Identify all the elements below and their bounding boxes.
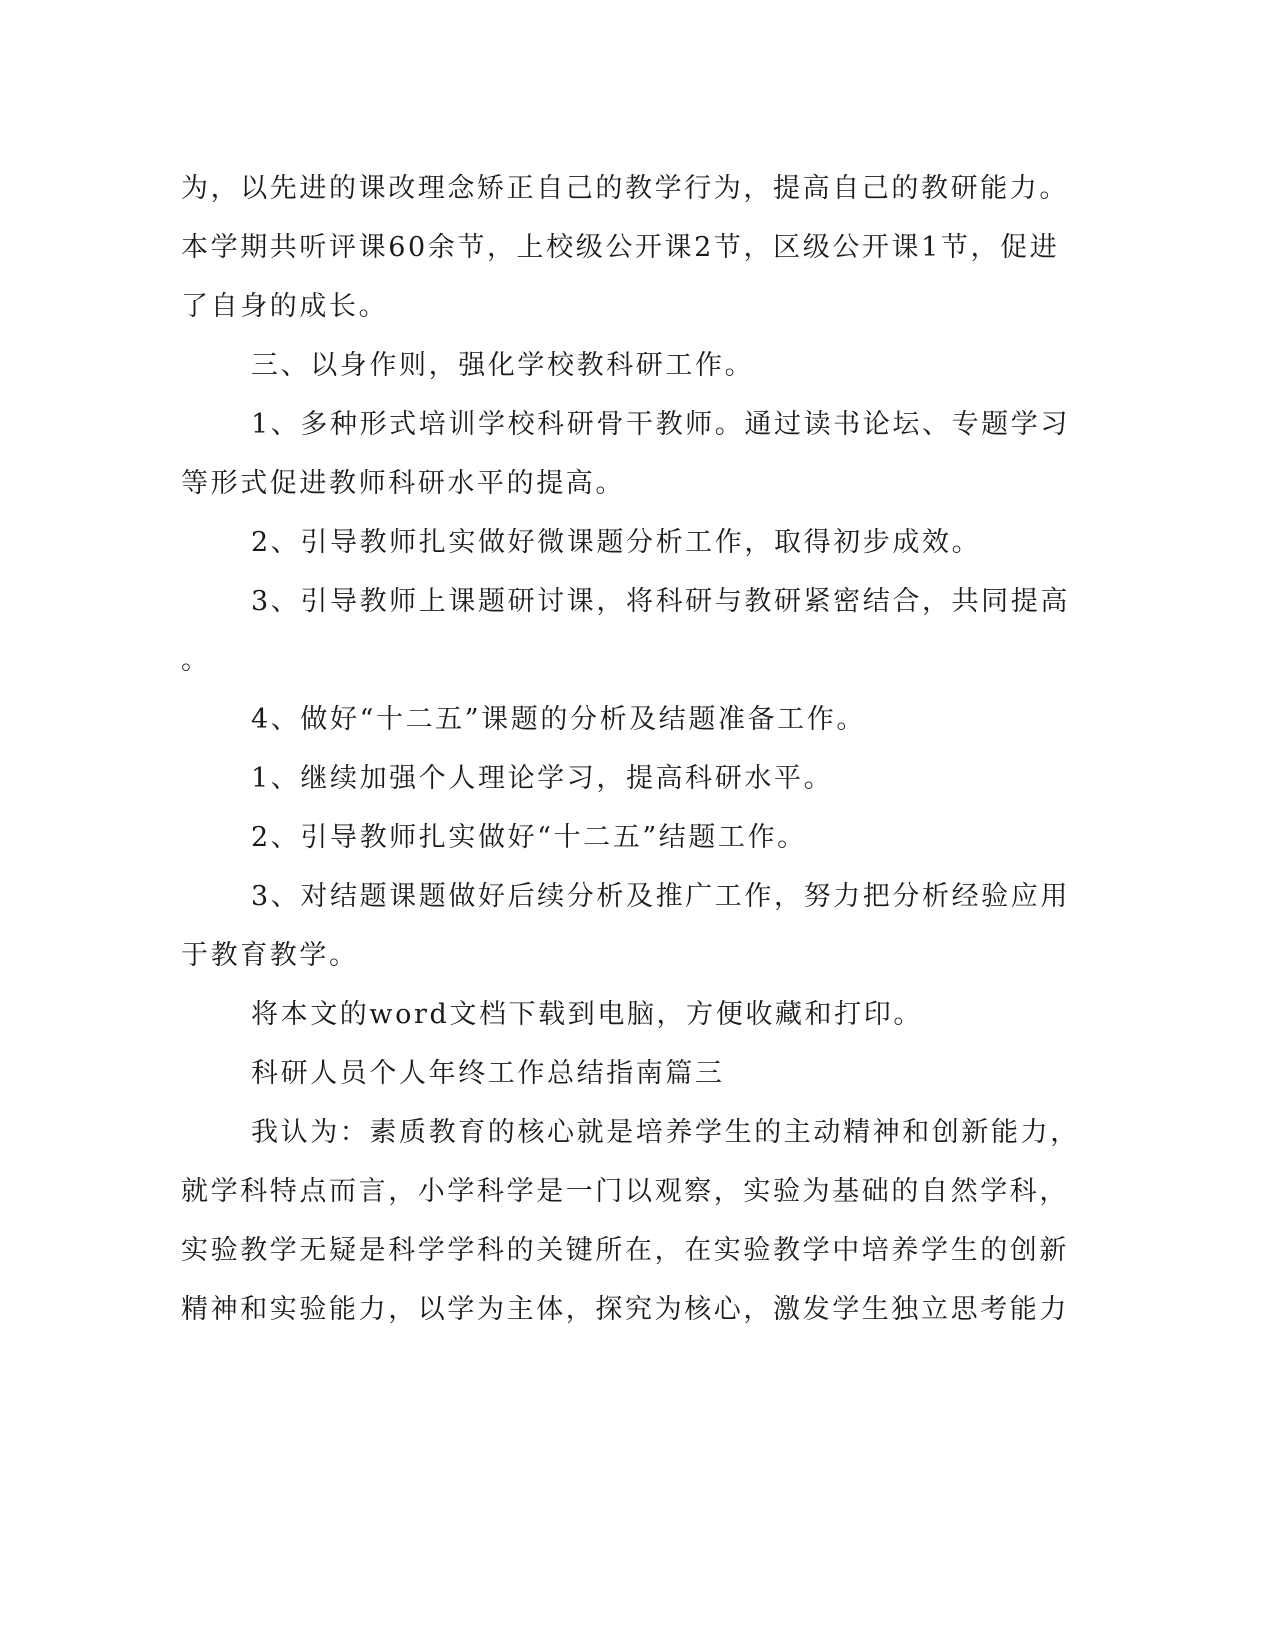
document-body — [181, 159, 1080, 1339]
article-title: 科研人员个人年终工作总结指南篇三 — [251, 1058, 725, 1089]
text-line: 本学期共听评课60余节，上校级公开课2节，区级公开课1节，促进 — [181, 232, 1060, 263]
text-line: 1、继续加强个人理论学习，提高科研水平。 — [251, 763, 834, 794]
text-line: 了自身的成长。 — [181, 291, 389, 322]
text-line: 2、引导教师扎实做好微课题分析工作，取得初步成效。 — [251, 527, 982, 558]
text-line: 实验教学无疑是科学学科的关键所在，在实验教学中培养学生的创新 — [181, 1235, 1069, 1266]
text-line: 。 — [181, 645, 211, 676]
download-note: 将本文的word文档下载到电脑，方便收藏和打印。 — [251, 999, 923, 1030]
text-line: 4、做好“十二五”课题的分析及结题准备工作。 — [251, 704, 866, 735]
text-line: 3、对结题课题做好后续分析及推广工作，努力把分析经验应用 — [251, 881, 1070, 912]
text-line: 我认为：素质教育的核心就是培养学生的主动精神和创新能力， — [251, 1117, 1080, 1148]
text-line: 1、多种形式培训学校科研骨干教师。通过读书论坛、专题学习 — [251, 409, 1070, 440]
section-heading: 三、以身作则，强化学校教科研工作。 — [251, 350, 755, 381]
text-line: 就学科特点而言，小学科学是一门以观察，实验为基础的自然学科， — [181, 1176, 1069, 1207]
text-line: 3、引导教师上课题研讨课，将科研与教研紧密结合，共同提高 — [251, 586, 1070, 617]
text-line: 于教育教学。 — [181, 940, 359, 971]
text-line: 为，以先进的课改理念矫正自己的教学行为，提高自己的教研能力。 — [181, 173, 1069, 204]
text-line: 2、引导教师扎实做好“十二五”结题工作。 — [251, 822, 807, 853]
text-line: 等形式促进教师科研水平的提高。 — [181, 468, 625, 499]
text-line: 精神和实验能力，以学为主体，探究为核心，激发学生独立思考能力 — [181, 1294, 1069, 1325]
